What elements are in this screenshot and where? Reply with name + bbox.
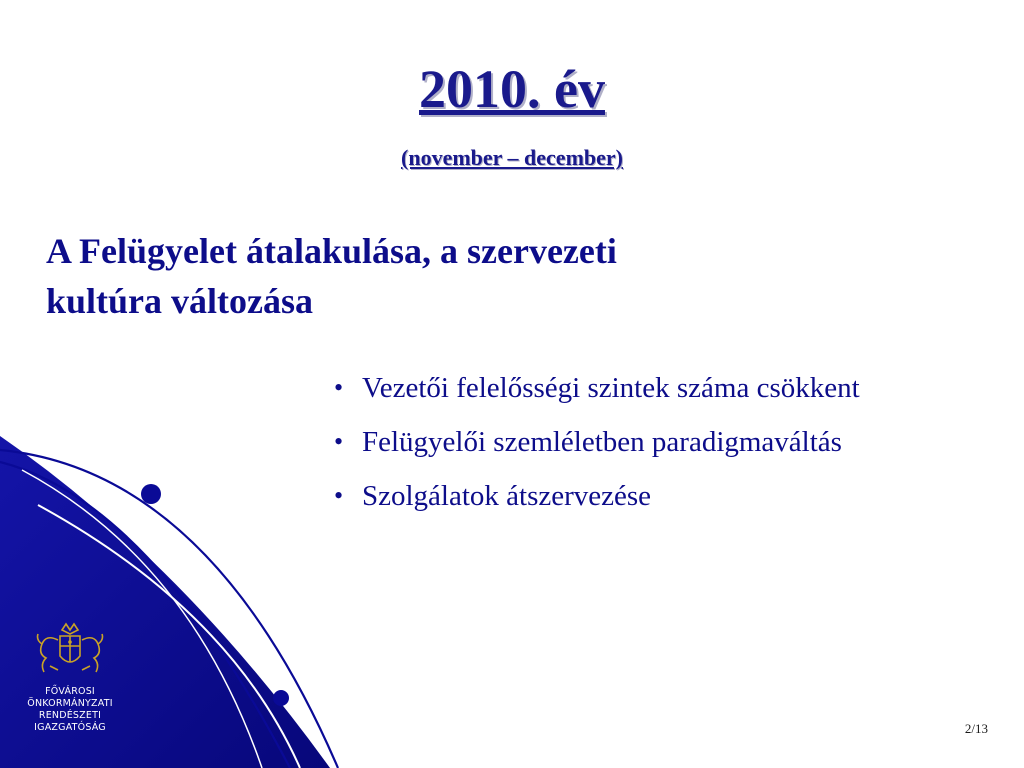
list-item [334, 476, 1014, 516]
orbit-dot-lower [273, 690, 289, 706]
coat-of-arms-icon [32, 622, 108, 678]
bullet-text: Vezetői felelősségi szintek száma csökkent [362, 372, 860, 404]
bullet-icon: • [334, 373, 344, 402]
heading-line-1: A Felügyelet átalakulása, a szervezeti [46, 231, 617, 271]
list-item [334, 422, 1014, 462]
bullet-list [334, 368, 1014, 530]
logo-line: FŐVÁROSI [45, 686, 95, 697]
logo-line: IGAZGATÓSÁG [34, 722, 106, 733]
organization-logo [14, 622, 126, 734]
slide-subtitle: (november – december) [401, 145, 623, 170]
bullet-text: Szolgálatok átszervezése [362, 480, 652, 512]
heading-line-2: kultúra változása [46, 281, 314, 321]
page-number: 2/13 [964, 721, 988, 736]
logo-line: RENDÉSZETI [38, 710, 102, 721]
bullet-text: Felügyelői szemléletben paradigmaváltás [362, 426, 842, 458]
list-item [334, 368, 1014, 408]
logo-line: ÖNKORMÁNYZATI [27, 698, 113, 709]
orbit-dot-upper [141, 484, 161, 504]
logo-text [14, 686, 126, 734]
bullet-icon: • [334, 427, 344, 456]
bullet-icon: • [334, 481, 344, 510]
section-heading [46, 226, 866, 326]
slide-title: 2010. év [419, 59, 605, 119]
